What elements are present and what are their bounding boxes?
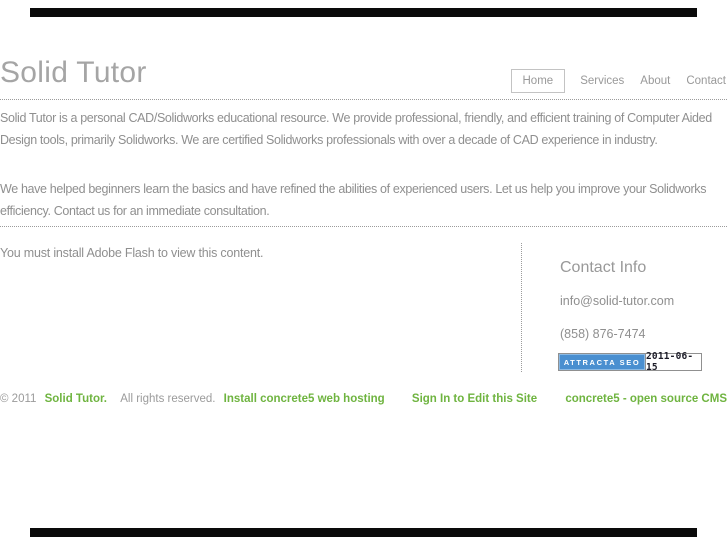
contact-info-heading: Contact Info (560, 259, 647, 276)
nav-item-contact[interactable]: Contact (686, 75, 726, 87)
main-nav (511, 69, 727, 93)
intro-paragraph-2: We have helped beginners learn the basics and have refined the abilities of experienced users. Let us help you improve your Solidworks efficiency. Contact us for an immediate consultation. (0, 182, 707, 218)
nav-item-home[interactable]: Home (511, 69, 566, 93)
hosting-link[interactable]: Install concrete5 web hosting (223, 393, 385, 405)
attracta-seo-badge[interactable] (558, 353, 702, 371)
intro-paragraph-1: Solid Tutor is a personal CAD/Solidworks educational resource. We provide professional, friendly, and efficient training of Computer Aided Design tools, primarily Solidworks. We are certified Solidworks professionals with over a decade of CAD experience in industry. (0, 111, 712, 147)
cms-link[interactable]: concrete5 - open source CMS (565, 393, 727, 405)
copyright-text: © 2011 (0, 393, 37, 405)
attracta-seo-badge-date: 2011-06-15 (646, 354, 701, 370)
contact-phone: (858) 876-7474 (560, 327, 646, 341)
nav-item-services[interactable]: Services (580, 75, 625, 87)
nav-item-about[interactable]: About (640, 75, 671, 87)
footer (0, 393, 727, 405)
attracta-seo-badge-label: ATTRACTA SEO (559, 354, 646, 370)
flash-placeholder-message: You must install Adobe Flash to view this content. (0, 246, 264, 260)
sidebar-vertical-divider (521, 243, 522, 372)
bottom-rule-bar (30, 528, 697, 537)
signin-link[interactable]: Sign In to Edit this Site (411, 393, 538, 405)
rights-text: All rights reserved. (120, 393, 216, 405)
header-divider (0, 99, 727, 100)
content-divider (0, 226, 727, 227)
footer-site-link[interactable]: Solid Tutor. (44, 393, 108, 405)
top-rule-bar (30, 8, 697, 17)
page-title: Solid Tutor (0, 56, 147, 89)
contact-email: info@solid-tutor.com (560, 294, 675, 308)
